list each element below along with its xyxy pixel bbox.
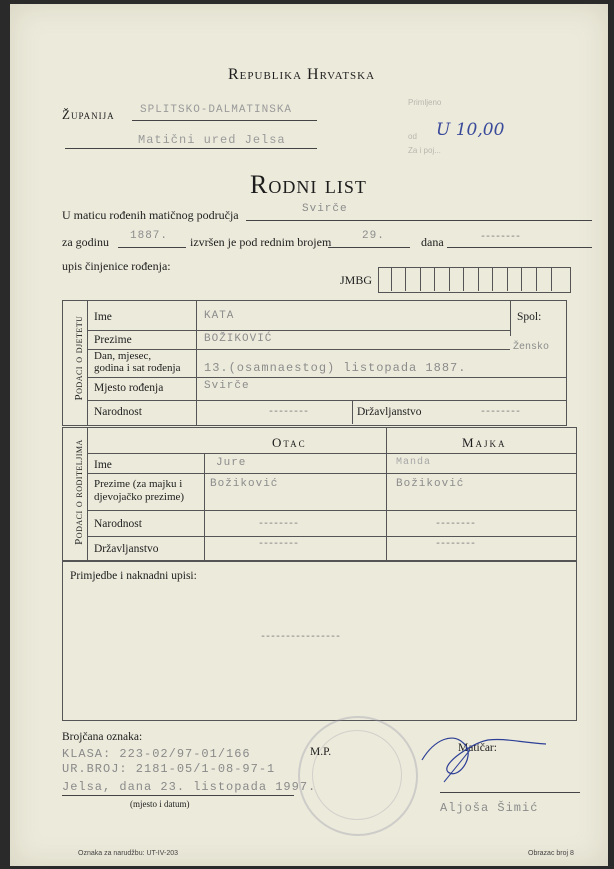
child-drzavljanstvo-value: -------- — [480, 407, 521, 418]
brojcana-label: Brojčana oznaka: — [62, 731, 143, 743]
child-spol-value: Žensko — [513, 342, 550, 353]
child-narodnost-label: Narodnost — [94, 406, 142, 418]
form-number: Obrazac broj 8 — [528, 850, 574, 857]
parents-section-label: Podaci o roditeljima — [73, 439, 85, 545]
maticni-label: U maticu rođenih matičnog područja — [62, 208, 239, 222]
child-ime-value: KATA — [204, 310, 235, 322]
upis-label: upis činjenice rođenja: — [62, 259, 171, 273]
dana-label: dana — [421, 235, 444, 249]
parents-prezime-label-1: Prezime (za majku i — [94, 478, 183, 490]
child-datum-value: 13.(osamnaestog) listopada 1887. — [204, 361, 467, 375]
majka-drzavljanstvo-value: -------- — [435, 539, 476, 550]
maticar-label: Matičar: — [458, 742, 497, 754]
godina-value: 1887. — [130, 230, 169, 242]
document-title: Rodni list — [250, 170, 367, 199]
otac-heading: Otac — [272, 435, 307, 450]
maticar-name: Aljoša Šimić — [440, 801, 539, 815]
child-narodnost-value: -------- — [268, 407, 309, 418]
order-mark: Oznaka za narudžbu: UT-IV-203 — [78, 850, 178, 857]
parents-prezime-label-2: djevojačko prezime) — [94, 491, 185, 503]
parents-ime-label: Ime — [94, 459, 112, 471]
izvrsen-label: izvršen je pod rednim brojem — [190, 235, 332, 249]
place-date-label: (mjesto i datum) — [130, 799, 190, 809]
stamp-line-2: od — [408, 132, 417, 141]
child-datum-label-1: Dan, mjesec, — [94, 350, 152, 362]
parents-narodnost-label: Narodnost — [94, 518, 142, 530]
majka-narodnost-value: -------- — [435, 519, 476, 530]
zupanija-label: Županija — [62, 107, 115, 122]
dana-value: -------- — [480, 232, 521, 243]
otac-prezime-value: Božiković — [210, 478, 279, 490]
urbroj-value: UR.BROJ: 2181-05/1-08-97-1 — [62, 762, 276, 776]
broj-value: 29. — [362, 230, 385, 242]
received-stamp — [394, 94, 564, 166]
otac-drzavljanstvo-value: -------- — [258, 539, 299, 550]
majka-prezime-value: Božiković — [396, 478, 465, 490]
child-prezime-label: Prezime — [94, 334, 132, 346]
remarks-label: Primjedbe i naknadni upisi: — [70, 570, 197, 582]
jmbg-label: JMBG — [340, 273, 373, 287]
child-spol-label: Spol: — [517, 311, 542, 323]
child-section-label: Podaci o djetetu — [73, 315, 85, 401]
parents-drzavljanstvo-label: Državljanstvo — [94, 543, 159, 555]
godina-label: za godinu — [62, 235, 109, 249]
child-mjesto-label: Mjesto rođenja — [94, 382, 164, 394]
majka-heading: Majka — [462, 435, 507, 450]
child-drzavljanstvo-label: Državljanstvo — [357, 406, 422, 418]
signature-icon — [414, 720, 554, 792]
zupanija-value: SPLITSKO-DALMATINSKA — [140, 104, 293, 116]
otac-ime-value: Jure — [216, 457, 247, 469]
child-datum-label-2: godina i sat rođenja — [94, 362, 181, 374]
otac-narodnost-value: -------- — [258, 519, 299, 530]
place-date-value: Jelsa, dana 23. listopada 1997. — [62, 780, 317, 794]
official-seal-stamp — [298, 716, 418, 836]
birth-certificate-page — [10, 4, 608, 866]
mp-label: M.P. — [310, 746, 332, 758]
majka-ime-value: Manda — [396, 457, 432, 468]
child-mjesto-value: Svirče — [204, 380, 250, 392]
child-prezime-value: BOŽIKOVIĆ — [204, 333, 273, 345]
remarks-value: ---------------- — [260, 632, 341, 643]
office-value: Matični ured Jelsa — [138, 133, 286, 147]
stamp-line-3: Za i poj... — [408, 146, 441, 155]
stamp-line-1: Primljeno — [408, 98, 442, 107]
klasa-value: KLASA: 223-02/97-01/166 — [62, 747, 251, 761]
stamp-time: U 10,00 — [436, 120, 505, 140]
republic-heading: Republika Hrvatska — [228, 66, 376, 83]
child-ime-label: Ime — [94, 311, 112, 323]
maticni-value: Svirče — [302, 203, 348, 215]
